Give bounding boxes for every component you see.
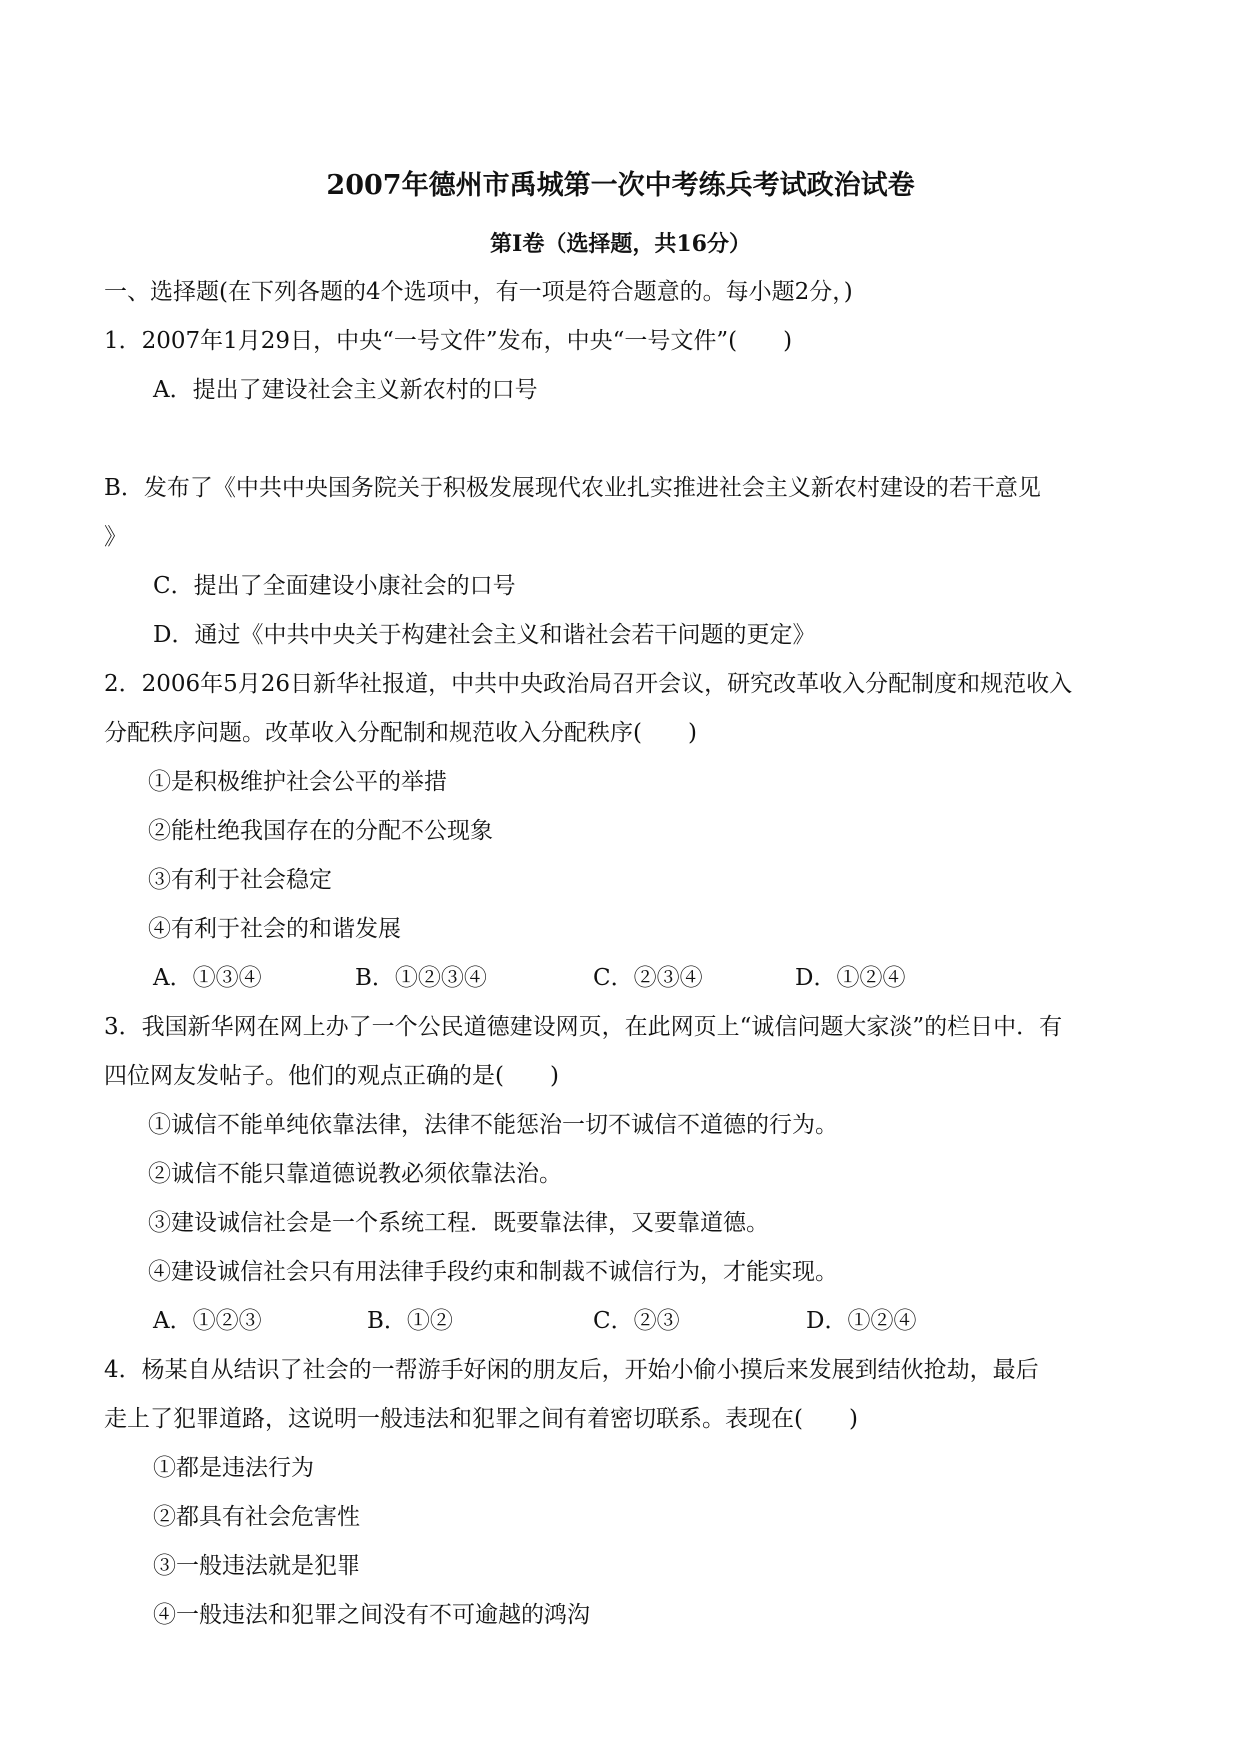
statement-item: ④一般违法和犯罪之间没有不可逾越的鸿沟	[153, 1602, 590, 1628]
option-c: C．②③④	[593, 965, 703, 991]
option-a: A．①②③	[153, 1308, 262, 1334]
option-c: C．提出了全面建设小康社会的口号	[153, 573, 516, 599]
question-stem-continued: 走上了犯罪道路，这说明一般违法和犯罪之间有着密切联系。表现在( )	[104, 1406, 858, 1432]
section-instructions: 一、选择题(在下列各题的4个选项中，有一项是符合题意的。每小题2分，)	[104, 279, 853, 305]
option-d: D．①②④	[795, 965, 906, 991]
question-stem: 3．我国新华网在网上办了一个公民道德建设网页，在此网页上“诚信问题大家淡”的栏日中．有	[104, 1014, 1063, 1040]
option-b-continued: 》	[104, 524, 127, 550]
option-a: A．①③④	[153, 965, 262, 991]
question-stem: 2．2006年5月26日新华社报道，中共中央政治局召开会议，研究改革收入分配制度和规范收入	[104, 671, 1073, 697]
question-stem: 1．2007年1月29日，中央“一号文件”发布，中央“一号文件”( )	[104, 328, 793, 354]
statement-item: ③一般违法就是犯罪	[153, 1553, 360, 1579]
statement-item: ④建设诚信社会只有用法律手段约束和制裁不诚信行为，才能实现。	[148, 1259, 838, 1285]
statement-item: ②诚信不能只靠道德说教必须依靠法治。	[148, 1161, 562, 1187]
section-subtitle: 第Ⅰ卷（选择题，共16分）	[490, 231, 751, 257]
question-stem-continued: 分配秩序问题。改革收入分配制和规范收入分配秩序( )	[104, 720, 697, 746]
statement-item: ②都具有社会危害性	[153, 1504, 360, 1530]
statement-item: ②能杜绝我国存在的分配不公现象	[148, 818, 493, 844]
option-d: D．通过《中共中央关于构建社会主义和谐社会若干问题的更定》	[153, 622, 816, 648]
option-b: B．①②③④	[355, 965, 487, 991]
statement-item: ③有利于社会稳定	[148, 867, 332, 893]
option-b: B．①②	[367, 1308, 453, 1334]
question-stem: 4．杨某自从结识了社会的一帮游手好闲的朋友后，开始小偷小摸后来发展到结伙抢劫，最后	[104, 1357, 1039, 1383]
question-stem-continued: 四位网友发帖子。他们的观点正确的是( )	[104, 1063, 559, 1089]
statement-item: ④有利于社会的和谐发展	[148, 916, 401, 942]
exam-title: 2007年德州市禹城第一次中考练兵考试政治试卷	[326, 170, 915, 201]
statement-item: ①都是违法行为	[153, 1455, 314, 1481]
statement-item: ①诚信不能单纯依靠法律，法律不能惩治一切不诚信不道德的行为。	[148, 1112, 838, 1138]
statement-item: ③建设诚信社会是一个系统工程．既要靠法律，又要靠道德。	[148, 1210, 769, 1236]
option-b: B．发布了《中共中央国务院关于积极发展现代农业扎实推进社会主义新农村建设的若干意见	[104, 475, 1041, 501]
statement-item: ①是积极维护社会公平的举措	[148, 769, 447, 795]
option-c: C．②③	[593, 1308, 680, 1334]
option-a: A．提出了建设社会主义新农村的口号	[153, 377, 538, 403]
option-d: D．①②④	[806, 1308, 917, 1334]
